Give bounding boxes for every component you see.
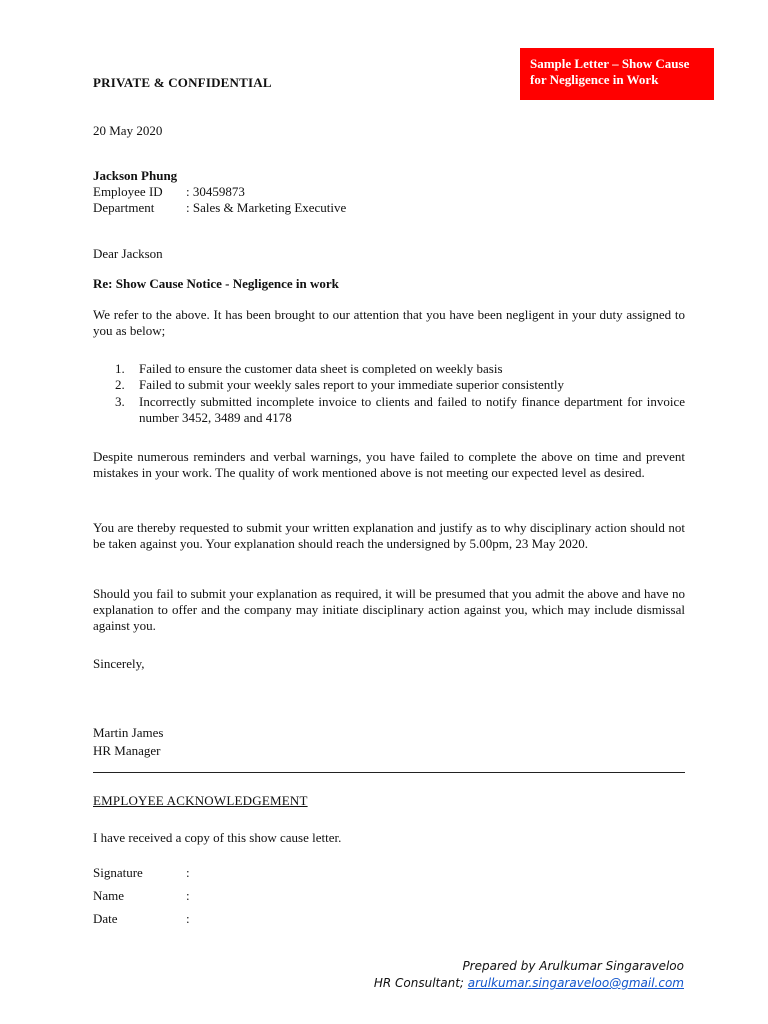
intro-paragraph: We refer to the above. It has been brought to our attention that you have been negligent in your duty assigned to you as below; xyxy=(93,307,685,338)
signer-name: Martin James xyxy=(93,725,164,740)
date-row xyxy=(93,911,190,927)
employee-id-row xyxy=(93,184,245,200)
list-item xyxy=(115,394,685,426)
consultant-line xyxy=(374,975,684,991)
department-value: : Sales & Marketing Executive xyxy=(186,200,347,215)
department-label: Department xyxy=(93,200,155,215)
signature-label: Signature xyxy=(93,865,143,880)
name-row xyxy=(93,888,190,904)
explanation-request-paragraph: You are thereby requested to submit your written explanation and justify as to why disciplinary action should not be taken against you. Your explanation should reach the undersigned by 5.00pm, 23 May 2020. xyxy=(93,520,685,551)
list-item-number: 2. xyxy=(115,377,125,392)
department-row xyxy=(93,200,346,216)
list-item xyxy=(115,361,685,377)
consultant-label: HR Consultant; xyxy=(373,976,464,990)
recipient-name: Jackson Phung xyxy=(93,168,178,183)
name-label: Name xyxy=(93,888,125,903)
signature-row xyxy=(93,865,190,881)
list-item-text: Incorrectly submitted incomplete invoice to clients and failed to notify finance department for invoice number 3452, 3489 and 4178 xyxy=(139,394,685,425)
employee-id-label: Employee ID xyxy=(93,184,163,199)
sample-letter-banner: Sample Letter – Show Cause for Negligence in Work xyxy=(520,48,714,100)
closing: Sincerely, xyxy=(93,656,145,671)
list-item xyxy=(115,377,685,393)
negligence-list xyxy=(115,361,685,426)
subject-line: Re: Show Cause Notice - Negligence in work xyxy=(93,276,339,291)
consultant-email-link[interactable]: arulkumar.singaraveloo@gmail.com xyxy=(467,976,684,990)
acknowledgement-heading: EMPLOYEE ACKNOWLEDGEMENT xyxy=(93,793,308,808)
name-field: : xyxy=(186,888,190,903)
list-item-number: 3. xyxy=(115,394,125,409)
letter-date: 20 May 2020 xyxy=(93,123,163,138)
date-field: : xyxy=(186,911,190,926)
employee-id-value: : 30459873 xyxy=(186,184,245,199)
warning-paragraph: Despite numerous reminders and verbal warnings, you have failed to complete the above on time and prevent mistakes in your work. The quality of work mentioned above is not meeting our expected level as desired. xyxy=(93,449,685,480)
salutation: Dear Jackson xyxy=(93,246,163,261)
acknowledgement-text: I have received a copy of this show cause letter. xyxy=(93,830,342,845)
consequence-paragraph: Should you fail to submit your explanation as required, it will be presumed that you admit the above and have no explanation to offer and the company may initiate disciplinary action against you, which may include dismissal against you. xyxy=(93,586,685,633)
section-divider xyxy=(93,772,685,773)
prepared-by: Prepared by Arulkumar Singaraveloo xyxy=(462,959,684,973)
signature-field: : xyxy=(186,865,190,880)
list-item-text: Failed to submit your weekly sales report to your immediate superior consistently xyxy=(139,377,564,392)
list-item-text: Failed to ensure the customer data sheet is completed on weekly basis xyxy=(139,361,503,376)
signer-title: HR Manager xyxy=(93,743,161,758)
date-label: Date xyxy=(93,911,118,926)
confidentiality-label: PRIVATE & CONFIDENTIAL xyxy=(93,75,272,90)
list-item-number: 1. xyxy=(115,361,125,376)
